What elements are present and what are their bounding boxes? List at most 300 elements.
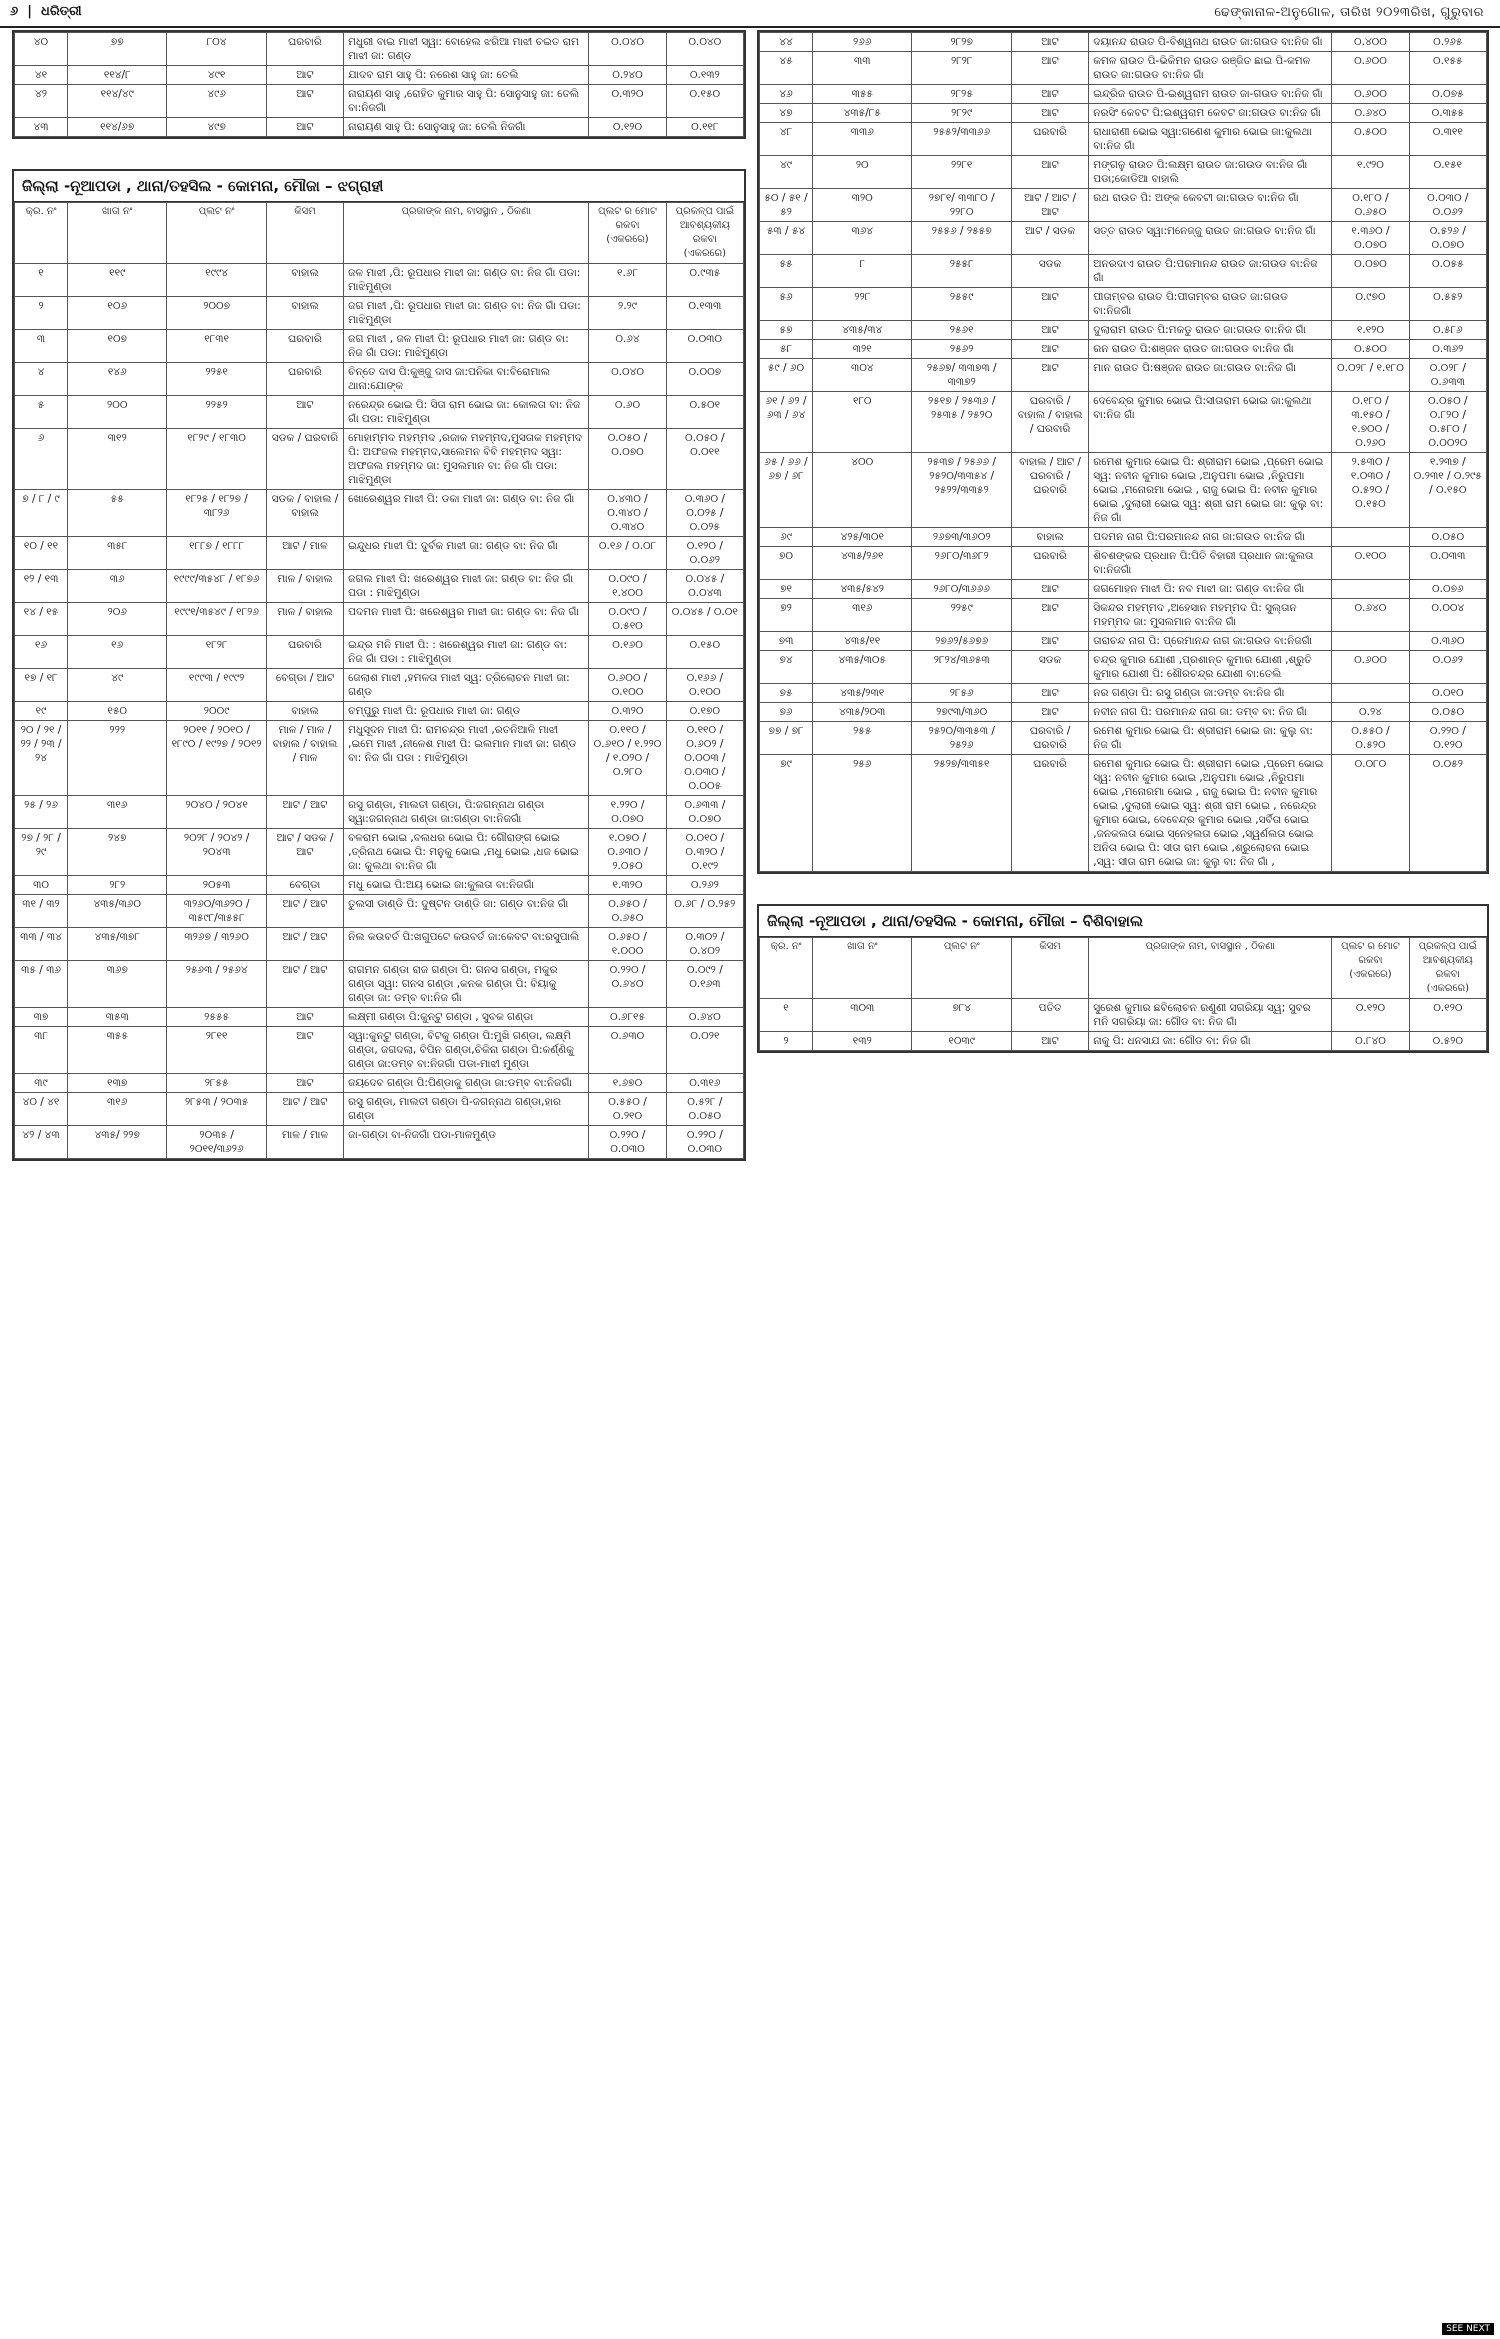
cell-kisam: ଆଟ / ଆଟ bbox=[266, 961, 343, 1008]
cell-total-area: ୨.୫୩୦ / ୧.୦୩୦ / ୦.୫୨୦ / ୦.୧୫୦ bbox=[1332, 453, 1409, 528]
cell-plot: ୩୨୬୦/୩୬୨୦ / ୩୫୯୮/୩୫୫୮ bbox=[167, 895, 266, 928]
col-acquired-area-header: ପ୍ରକଳ୍ପ ପାଇଁ ଆବଶ୍ୟକୀୟ ରକବା (ଏକରରେ) bbox=[666, 203, 743, 264]
cell-plot: ୨୫୬୧ bbox=[912, 321, 1011, 340]
land-table-4 bbox=[759, 937, 1487, 1051]
cell-acquired-area: ୧.୨୩୭ / ୦.୨୩୧ / ୦.୨୯୫ / ୦.୧୫୦ bbox=[1409, 453, 1486, 528]
cell-kisam: ମାଳ / ମାଳ / ବାହାଲ / ବାହାଲ / ମାଳ bbox=[266, 721, 343, 796]
cell-kisam: ଆଟ bbox=[1011, 340, 1088, 359]
table-row bbox=[15, 363, 744, 396]
cell-kisam: ସଡକ / ଘରବାରି bbox=[266, 429, 343, 490]
cell-khata: ୮ bbox=[813, 255, 912, 288]
cell-acquired-area: ୦.୫୫୨ bbox=[1409, 288, 1486, 321]
cell-plot: ୨୬୮୦/୩୬୬୬ bbox=[912, 580, 1011, 599]
cell-plot: ୩୨୬୭ / ୩୨୬୦ bbox=[167, 928, 266, 961]
cell-serial: ୨୫ / ୨୬ bbox=[15, 796, 68, 829]
table-row bbox=[15, 961, 744, 1008]
cell-owner: ଜଳ ମାଝୀ ,ପି: ରୂପଧାର ମାଝୀ ଜା: ଗଣ୍ଡ ବା: ନିଜ ଗାଁ ପଡା: ମାଝିମୁଣ୍ଡା bbox=[344, 264, 589, 297]
cell-owner: ଇନ୍ଦ୍ରିଜ ରାଉତ ପି-ଇଶ୍ୱରାମ ରାଉତ ଜା-ଗଉଡ ବା:ନିଜ ଗାଁ bbox=[1089, 85, 1332, 104]
cell-acquired-area: ୦.୦୪୫ / ୦.୦୧ bbox=[666, 603, 743, 636]
cell-total-area: ୦.୦୪୦ bbox=[589, 363, 666, 396]
cell-khata: ୩୨୧ bbox=[813, 340, 912, 359]
cell-total-area: ୦.୬୪୦ bbox=[1332, 104, 1409, 123]
cell-plot: ୨୫୩୭ / ୨୫୬୬ / ୨୫୨୦/୩୩୫୪ / ୨୫୨୨/୩୩୫୨ bbox=[912, 453, 1011, 528]
cell-serial: ୧୬ bbox=[15, 636, 68, 669]
cell-serial: ୪୧ bbox=[15, 66, 68, 85]
cell-khata: ୩୬ bbox=[68, 570, 167, 603]
cell-acquired-area: ୦.୦୪୫ / ୦.୦୪୩ bbox=[666, 570, 743, 603]
cell-serial: ୭୫ bbox=[760, 684, 813, 703]
cell-owner: ଜଗ ମାଝୀ ,ପି: ରୂପଧାର ମାଝୀ ଜା: ଗଣ୍ଡ ବା: ନିଜ ଗାଁ ପଡା: ମାଝିମୁଣ୍ଡା bbox=[344, 297, 589, 330]
col-kisam-header: କିସମ bbox=[266, 203, 343, 264]
cell-total-area: ୦.୫୦୦ bbox=[1332, 123, 1409, 156]
table-row bbox=[15, 118, 744, 137]
land-table-2-body bbox=[15, 264, 744, 1159]
table-row bbox=[760, 755, 1487, 872]
cell-serial: ୩୫ / ୩୬ bbox=[15, 961, 68, 1008]
cell-total-area: ୦.୧୬୦ bbox=[589, 636, 666, 669]
cell-owner: ରସୁ ଗଣ୍ଡା, ମାଲତୀ ଗଣ୍ଡା, ପି:ଜଗନ୍ନାଥ ଗଣ୍ଡା ସ୍ୱା:ଜଗନ୍ନାଥ ଗଣ୍ଡା ଜା:ଗଣ୍ଡା ବା:ନିଜଗାଁ bbox=[344, 796, 589, 829]
cell-acquired-area: ୦.୦୯୨ / ୦.୧୬୩ bbox=[666, 961, 743, 1008]
cell-serial: ୪୭ bbox=[760, 104, 813, 123]
cell-acquired-area: ୦.୫୦୧ bbox=[666, 396, 743, 429]
table-row bbox=[760, 189, 1487, 222]
cell-plot: ୧୯୯୩ / ୧୯୯୨ bbox=[167, 669, 266, 702]
table-row bbox=[760, 651, 1487, 684]
cell-khata: ୪୩୫/୧୧ bbox=[813, 632, 912, 651]
cell-plot: ୪୯୭ bbox=[167, 118, 266, 137]
cell-khata: ୩୬୪ bbox=[813, 222, 912, 255]
cell-khata: ୨୦୦ bbox=[68, 396, 167, 429]
cell-kisam: ଆଟ / ମାଳ bbox=[266, 537, 343, 570]
cell-serial: ୩୭ bbox=[15, 1008, 68, 1027]
cell-serial: ୭୧ bbox=[760, 580, 813, 599]
cell-kisam: ବାହାଲ bbox=[266, 702, 343, 721]
cell-khata: ୨୬୬ bbox=[813, 33, 912, 52]
cell-plot: ୨୮୨୪/୩୬୫୩ bbox=[912, 651, 1011, 684]
cell-acquired-area: ୦.୬୮ / ୦.୨୫୨ bbox=[666, 895, 743, 928]
col-total-area-header: ପ୍ଲଟ ର ମୋଟ ରକବା (ଏକରରେ) bbox=[1332, 938, 1409, 999]
table-row bbox=[15, 85, 744, 118]
cell-khata: ୨୪୭ bbox=[68, 829, 167, 876]
table-row bbox=[760, 340, 1487, 359]
table-row bbox=[760, 288, 1487, 321]
cell-owner: ରମେଶ କୁମାର ଭୋଇ ପି: ଶ୍ରୀରାମ ଭୋଇ ,ପ୍ରେମ ଭୋଇ ସ୍ୱ: ନବୀନ କୁମାର ଭୋଇ ,ଅନୁପମା ଭୋଇ ,ନିରୁପମା ଭୋଇ ,ମନୋରମା ଭୋଇ , ରାଜୁ ଭୋଇ ପି: ନବୀନ କୁମାର ଭୋଇ ,ଦୁଲାରୀ ଭୋଇ ସ୍ୱ: ଶ୍ରୀ ରାମ ଭୋଇ ଜା: କୁଲୁ ବା: ନିଜ ଗାଁ bbox=[1089, 453, 1332, 528]
cell-kisam: ଆଟ bbox=[1011, 359, 1088, 392]
cell-kisam: ମାଳ / ବାହାଲ bbox=[266, 603, 343, 636]
cell-total-area: ୦.୨୨୦ / ୦.୬୪୦ bbox=[589, 961, 666, 1008]
cell-kisam: ଆଟ bbox=[1011, 52, 1088, 85]
cell-plot: ୨୮୫୩ / ୨୦୩୫ bbox=[167, 1093, 266, 1126]
table-row bbox=[760, 222, 1487, 255]
cell-kisam: ବାହାଲ bbox=[1011, 528, 1088, 547]
cell-serial: ୧୭ / ୧୮ bbox=[15, 669, 68, 702]
table-row bbox=[15, 876, 744, 895]
cell-kisam: ପତିତ bbox=[1011, 999, 1088, 1032]
table-row bbox=[15, 636, 744, 669]
table-row bbox=[760, 453, 1487, 528]
cell-total-area: ୦.୬୫୦ / ୦.୬୫୦ bbox=[589, 895, 666, 928]
cell-owner: ସତ୍ତ ରାଉତ ସ୍ୱା:ମନେଜ୍ଜୁ ରାଉତ ଜା:ଗଉଡ ବା:ନିଜ ଗାଁ bbox=[1089, 222, 1332, 255]
cell-owner: ନାକୁ ପି: ଧନସାଯ ଜା: ଗୌଡ ବା: ନିଜ ଗାଁ bbox=[1089, 1032, 1332, 1051]
cell-khata: ୩୩୬ bbox=[813, 123, 912, 156]
cell-acquired-area: ୦.୦୩୦ bbox=[666, 330, 743, 363]
table-row bbox=[15, 66, 744, 85]
cell-acquired-area: ୦.୦୩୦ / ୦.୦୬୨ bbox=[1409, 189, 1486, 222]
cell-owner: ମାନ ରାଉତ ପି:ଷଞ୍ଜନ ରାଉତ ଜା:ଗଉଡ ବା:ନିଜ ଗାଁ bbox=[1089, 359, 1332, 392]
cell-khata: ୩୬୭ bbox=[68, 961, 167, 1008]
cell-total-area: ୦.୧୮୦ / ୦.୬୫୦ bbox=[1332, 189, 1409, 222]
cell-owner: ନରସିଂ କେବଟ ପି:ଇଶ୍ୱରାମ କେବଟ ଜା:ଗଉଡ ବା:ନିଜ ଗାଁ bbox=[1089, 104, 1332, 123]
cell-total-area: ୦.୪୩୦ / ୦.୩୪୦ / ୦.୩୪୦ bbox=[589, 490, 666, 537]
cell-acquired-area: ୦.୦୦୭ bbox=[666, 363, 743, 396]
masthead-left: ୬ | ଧରିତ୍ରୀ bbox=[10, 4, 82, 19]
mouza-heading-bishibahal: ଜିଲ୍ଲା -ନୂଆପଡା , ଥାନା/ତହସିଲ - କୋମନା, ମୌଜା – ବିଶିବାହାଲ bbox=[759, 906, 1487, 937]
cell-plot: ୨୦୦୭ bbox=[167, 297, 266, 330]
cell-acquired-area: ୦.୦୦୪ bbox=[1409, 599, 1486, 632]
cell-plot: ୪୯୧ bbox=[167, 66, 266, 85]
cell-serial: ୩୮ bbox=[15, 1027, 68, 1074]
cell-acquired-area: ୦.୬୪୦ bbox=[666, 1008, 743, 1027]
cell-plot: ୨୮୫୫ bbox=[167, 1074, 266, 1093]
cell-kisam: ଆଟ bbox=[1011, 104, 1088, 123]
cell-acquired-area: ୦.୧୩୩ bbox=[666, 297, 743, 330]
cell-acquired-area: ୦.୦୭୬ bbox=[1409, 580, 1486, 599]
cell-owner: ଚନ୍ଦ୍ର କୁମାର ଯୋଶୀ ,ପ୍ରଶାନ୍ତ କୁମାର ଯୋଶୀ ,ଶ୍ରୁତି କୁମାର ଯୋଶୀ ପି: ଶୌରଚନ୍ଦ୍ର ଯୋଶୀ ବା:ତେଲି bbox=[1089, 651, 1332, 684]
cell-plot: ୨୮୨୭ bbox=[912, 33, 1011, 52]
table-row bbox=[15, 1093, 744, 1126]
cell-owner: ମଧୁରୀ ବାଇ ମାଝୀ ସ୍ୱା: ବୋହେଲ ଝରିଆ ମାଝୀ ଚଇତ ରାମ ମାଝୀ ଜା: ଗଣ୍ଡ bbox=[344, 33, 589, 66]
cell-serial: ୩୧ / ୩୨ bbox=[15, 895, 68, 928]
col-plot-header: ପ୍ଲଟ ନଂ bbox=[167, 203, 266, 264]
cell-acquired-area: ୦.୨୬୫ bbox=[1409, 33, 1486, 52]
cell-owner: ନରେନ୍ଦ୍ର ଭୋଇ ପି: ସିତା ରାମ ଭୋଇ ଜା: କୋଲତା ବା: ନିଜ ଗାଁ ପଡା: ମାଝିମୁଣ୍ଡା bbox=[344, 396, 589, 429]
cell-plot: ୨୫୬୭/ ୩୩୭୩ / ୩୩୭୨ bbox=[912, 359, 1011, 392]
cell-khata: ୭୭ bbox=[68, 33, 167, 66]
cell-serial: ୩୩ / ୩୪ bbox=[15, 928, 68, 961]
cell-khata: ୧୧୪/୬୭ bbox=[68, 118, 167, 137]
cell-khata: ୪୦୦ bbox=[813, 453, 912, 528]
masthead bbox=[0, 0, 1500, 28]
cell-total-area: ୦.୬୪୦ bbox=[1332, 599, 1409, 632]
cell-plot: ୭୮୪ bbox=[912, 999, 1011, 1032]
table-row bbox=[760, 392, 1487, 453]
table-row bbox=[760, 156, 1487, 189]
newspaper-name: ଧରିତ୍ରୀ bbox=[41, 4, 82, 19]
cell-plot: ୨୮୨୮ bbox=[912, 52, 1011, 85]
cell-total-area: ୦.୨୪ bbox=[1332, 703, 1409, 722]
cell-total-area: ୦.୧୦୦ bbox=[1332, 547, 1409, 580]
cell-owner: ନାରାୟଣ ସାହୁ ପି: ସୋନୁସାହୁ ଜା: ତେଲି ନିଜଗାଁ bbox=[344, 118, 589, 137]
cell-serial: ୪୫ bbox=[760, 52, 813, 85]
cell-plot: ୨୬୭୩/୩୬୦୨ bbox=[912, 528, 1011, 547]
table-row bbox=[15, 429, 744, 490]
cell-kisam: ଆଟ bbox=[1011, 1032, 1088, 1051]
cell-plot: ୨୭୮୧/ ୩୩୮୦ / ୨୨୮୦ bbox=[912, 189, 1011, 222]
cell-acquired-area: ୦.୨୬୨ bbox=[666, 876, 743, 895]
cell-kisam: ଆଟ bbox=[1011, 33, 1088, 52]
cell-khata: ୩୩ bbox=[813, 52, 912, 85]
table-row bbox=[760, 52, 1487, 85]
table-row bbox=[15, 796, 744, 829]
cell-serial: ୧୯ bbox=[15, 702, 68, 721]
cell-plot: ୨୨୫୨ bbox=[167, 396, 266, 429]
cell-serial: ୪୪ bbox=[760, 33, 813, 52]
cell-acquired-area: ୦.୫୨୦ bbox=[1409, 1032, 1486, 1051]
cell-khata: ୩୫୮ bbox=[68, 537, 167, 570]
cell-total-area: ୦.୧୧୦ / ୦.୬୧୦ / ୧.୨୨୦ / ୧.୦୨୦ / ୦.୨୮୦ bbox=[589, 721, 666, 796]
cell-serial: ୬୫ / ୬୬ / ୬୭ / ୬୮ bbox=[760, 453, 813, 528]
cell-total-area: ୦.୩୨୦ bbox=[589, 702, 666, 721]
cell-total-area: ୧.୯୨୦ bbox=[1332, 156, 1409, 189]
cell-serial: ୧ bbox=[15, 264, 68, 297]
cell-serial: ୨୦ / ୨୧ / ୨୨ / ୨୩ / ୨୪ bbox=[15, 721, 68, 796]
cell-kisam: ଆଟ bbox=[1011, 632, 1088, 651]
cell-total-area: ୦.୫୫୦ / ୦.୫୨୦ bbox=[1332, 722, 1409, 755]
cell-acquired-area: ୦.୧୫୦ bbox=[666, 636, 743, 669]
table-row bbox=[760, 123, 1487, 156]
cell-acquired-area: ୦.୧୨୦ / ୦.୦୬୨ bbox=[666, 537, 743, 570]
cell-total-area: ୧.୨୨୦ / ୦.୦୭୦ bbox=[589, 796, 666, 829]
cell-plot: ୨୮୫୬ bbox=[912, 684, 1011, 703]
cell-owner: ବଳରାମ ଭୋଇ ,ବଲଧର ଭୋଇ ପି: ଗୌରାଙ୍ଗ ଭୋଇ ,ତ୍ରିନାଥ ଭୋଇ ପି: ମନୁକୁ ଭୋଇ ,ମଧୁ ଭୋଇ ,ଧଜ ଭୋଇ ଜା: କୁଲଥା ବା:ନିଜ ଗାଁ bbox=[344, 829, 589, 876]
cell-kisam: ଆଟ bbox=[1011, 85, 1088, 104]
cell-serial: ୫୭ bbox=[760, 321, 813, 340]
table-row bbox=[760, 528, 1487, 547]
cell-owner: କମଳ ରାଉତ ପି-ଭିକିମନ ରାଉତ ରଞ୍ଜିତ ଛାଇ ପି-କମଳ ରାଉତ ଜା:ଗଉଡ ବା:ନିଜ ଗାଁ bbox=[1089, 52, 1332, 85]
cell-plot: ୨୨୮୧ bbox=[912, 156, 1011, 189]
cell-serial: ୪୮ bbox=[760, 123, 813, 156]
cell-total-area: ୦.୦୭୦ bbox=[1332, 255, 1409, 288]
table-row bbox=[760, 104, 1487, 123]
cell-total-area: ୦.୬୦୦ / ୦.୧୦୦ bbox=[589, 669, 666, 702]
table-row bbox=[15, 330, 744, 363]
cell-serial: ୫୮ bbox=[760, 340, 813, 359]
cell-acquired-area: ୦.୧୫୧ bbox=[1409, 156, 1486, 189]
cell-kisam: ଆଟ / ଆଟ bbox=[266, 895, 343, 928]
cell-total-area: ୦.୦୪୦ bbox=[589, 33, 666, 66]
cell-owner: ନର ଗଣ୍ଡା ପି: ରସୁ ଗଣ୍ଡା ଜା:ଡମ୍ବ ବା:ନିଜ ଗାଁ bbox=[1089, 684, 1332, 703]
cell-kisam: ମାଳ / ବାହାଲ bbox=[266, 570, 343, 603]
cell-khata: ୩୫୫ bbox=[813, 85, 912, 104]
cell-total-area: ୨.୨୯ bbox=[589, 297, 666, 330]
cell-owner: ଜେଲାଶ ମାଝୀ ,ହମଳତା ମାଝୀ ସ୍ୱ: ତ୍ରିଲୋଚନ ମାଝୀ ଜା: ଗଣ୍ଡ bbox=[344, 669, 589, 702]
col-total-area-header: ପ୍ଲଟ ର ମୋଟ ରକବା (ଏକରରେ) bbox=[589, 203, 666, 264]
cell-total-area: ୦.୧୬ / ୦.୦୮ bbox=[589, 537, 666, 570]
cell-owner: ସ୍ୱା:କୁନ୍ଟୁ ଗଣ୍ଡା, ବିଟକୁ ଗଣ୍ଡା ପି:ମୁଖି ଗଣ୍ଡା, ଲକ୍ଷ୍ମି ଗଣ୍ଡା, ଜଗଦଲା, ବିପିନ ଗଣ୍ଡା,ଚିକିନା ଗଣ୍ଡା ପି:କର୍ଣ୍ଣିକୁ ଗଣ୍ଡା ଜା:ଡମ୍ବ ବା:ନିଜଗାଁ ପଡା-ମାଝୀ ମୁଣ୍ଡା bbox=[344, 1027, 589, 1074]
cell-total-area: ୦.୬୪ bbox=[589, 330, 666, 363]
cell-acquired-area: ୦.୧୧୦ / ୦.୬୦୨ / ୦.୦୦୩ / ୦.୦୩୦ / ୦.୦୦୫ bbox=[666, 721, 743, 796]
cell-khata: ୪୩୫/୮୫ bbox=[813, 104, 912, 123]
table-row bbox=[760, 255, 1487, 288]
cell-serial: ୩୦ bbox=[15, 876, 68, 895]
cell-serial: ୬୧ / ୬୨ / ୬୩ / ୬୪ bbox=[760, 392, 813, 453]
table-header-row bbox=[15, 203, 744, 264]
cell-plot: ୨୨୫୧ bbox=[167, 363, 266, 396]
cell-acquired-area: ୦.୦୫୦ bbox=[1409, 703, 1486, 722]
cell-khata: ୪୩୫/୩୭୮ bbox=[68, 928, 167, 961]
cell-plot: ୨୮୨୯ bbox=[912, 104, 1011, 123]
cell-serial: ୧ bbox=[760, 999, 813, 1032]
cell-total-area: ୦.୧୨୦ bbox=[1332, 999, 1409, 1032]
cell-khata: ୨୫୫ bbox=[813, 722, 912, 755]
table-row bbox=[760, 703, 1487, 722]
cell-serial: ୩ bbox=[15, 330, 68, 363]
cell-khata: ୧୧୪/୮ bbox=[68, 66, 167, 85]
cell-acquired-area: ୦.୩୦୨ / ୦.୪୦୨ bbox=[666, 928, 743, 961]
cell-plot: ୨୦୧୧ / ୨୦୧୦ / ୧୮୯୦ / ୧୯୨୭ / ୨୦୧୨ bbox=[167, 721, 266, 796]
cell-kisam: ଆଟ bbox=[1011, 684, 1088, 703]
cell-serial: ୫୬ bbox=[760, 288, 813, 321]
cell-total-area: ୦.୮୪୦ bbox=[1332, 1032, 1409, 1051]
cell-acquired-area: ୦.୫୨୬ / ୦.୦୭୦ bbox=[1409, 222, 1486, 255]
table-row bbox=[15, 829, 744, 876]
cell-plot: ୨୫୬୩ / ୨୫୬୪ bbox=[167, 961, 266, 1008]
cell-acquired-area: ୦.୦୪୦ bbox=[666, 33, 743, 66]
cell-total-area: ୦.୧୮୦ / ୩.୧୫୦ / ୧.୭୦୦ / ୦.୨୬୦ bbox=[1332, 392, 1409, 453]
cell-plot: ୧୯୯୧/୩୫୪୯ / ୧୮୨୬ bbox=[167, 603, 266, 636]
cell-total-area: ୦.୦୫୦ / ୦.୦୭୦ bbox=[589, 429, 666, 490]
cell-owner: ଜଗମୋହନ ମାଝୀ ପି: ନବ ମାଝୀ ଜା: ଗଣ୍ଡ ବା:ନିଜ ଗାଁ bbox=[1089, 580, 1332, 599]
cell-owner: ଦୁଲାରାମ ରାଉତ ପି:ମକଡୁ ରାଉତ ଜା:ଗଉଡ ବା:ନିଜ ଗାଁ bbox=[1089, 321, 1332, 340]
table-row bbox=[15, 1074, 744, 1093]
cell-khata: ୩୨୦ bbox=[813, 189, 912, 222]
cell-owner: ଜଗ ମାଝୀ , ଜଳ ମାଝୀ ପି: ରୂପଧାର ମାଝୀ ଜା: ଗଣ୍ଡ ବା: ନିଜ ଗାଁ ପଡା: ମାଝିମୁଣ୍ଡା bbox=[344, 330, 589, 363]
cell-kisam: ବାହାଲ bbox=[266, 264, 343, 297]
cell-acquired-area: ୦.୩୬୦ / ୦.୦୨୫ / ୦.୦୨୫ bbox=[666, 490, 743, 537]
cell-owner: ଶିବଶଙ୍କର ପ୍ରଧାନ ପି:ପିତି ବିହାରୀ ପ୍ରଧାନ ଜା:କୁଲତା ବା:ନିଜଗାଁ bbox=[1089, 547, 1332, 580]
see-next-label: SEE NEXT bbox=[1442, 2323, 1494, 2335]
cell-serial: ୪୦ bbox=[15, 33, 68, 66]
cell-khata: ୨୨୮ bbox=[813, 288, 912, 321]
cell-owner: ଲକ୍ଷ୍ମୀ ଗଣ୍ଡା ପି:କୁନ୍ଟୁ ଗଣ୍ଡା , ସୁବକ ଗଣ୍ଡା bbox=[344, 1008, 589, 1027]
cell-owner: ପଦମନ ମାଝୀ ପି: ଖରେଶ୍ୱର ମାଝୀ ଜା: ଗଣ୍ଡ ବା: ନିଜ ଗାଁ bbox=[344, 603, 589, 636]
cell-total-area: ୦.୬୫୦ / ୧.୦୦୦ bbox=[589, 928, 666, 961]
cell-serial: ୪୨ bbox=[15, 85, 68, 118]
cell-acquired-area: ୦.୦୫୫ bbox=[1409, 255, 1486, 288]
table-row bbox=[15, 702, 744, 721]
cell-serial: ୪୬ bbox=[760, 85, 813, 104]
cell-acquired-area: ୦.୧୫୫ bbox=[1409, 52, 1486, 85]
cell-acquired-area: ୦.୦୫୦ / ୦.୮୨୦ / ୦.୫୮୦ / ୦.୦୦୨୦ bbox=[1409, 392, 1486, 453]
cell-total-area: ୦.୧୨୦ bbox=[589, 118, 666, 137]
cell-total-area: ୦.୫୦୦ bbox=[1332, 340, 1409, 359]
cell-total-area: ୧.୩୨୦ bbox=[589, 876, 666, 895]
cell-owner: ମୋହାମ୍ମଦ ମହମ୍ମଦ ,ରଜାକ ମହମ୍ମଦ,ମୁସତାକ ମହମ୍ମଦ ପି: ଅଫଜଲ ମହମ୍ମଦ,ସାଲେମନ ବିବି ମହମ୍ମଦ ସ୍ୱା: ଅଫଜଲ ମହମ୍ମଦ ଜା: ମୁସଲମାନ ବା: ନିଜ ଗାଁ ପଡା: ମାଝିମୁଣ୍ଡା bbox=[344, 429, 589, 490]
cell-acquired-area: ୦.୨୨୦ / ୦.୦୩୦ bbox=[666, 1126, 743, 1159]
notice-block-2 bbox=[12, 169, 746, 1161]
table-row bbox=[15, 1126, 744, 1159]
cell-khata: ୧୬ bbox=[68, 636, 167, 669]
cell-owner: ଦୟାନନ୍ଦ ରାଉତ ପି-ବିଶ୍ୱନାଥ ରାଉତ ଜା:ଗଉଡ ବା:ନିଜ ଗାଁ bbox=[1089, 33, 1332, 52]
cell-serial: ୭୯ bbox=[760, 755, 813, 872]
page-number: ୬ bbox=[10, 4, 19, 19]
cell-serial: ୭୨ bbox=[760, 599, 813, 632]
cell-owner: ନବୀନ ନାଗ ପି: ପରମାନନ୍ଦ ନାଗ ଜା: ଡମ୍ବ ବା: ନିଜ ଗାଁ bbox=[1089, 703, 1332, 722]
table-row bbox=[760, 684, 1487, 703]
cell-khata: ୪୩୫/୨୩୧ bbox=[813, 684, 912, 703]
cell-plot: ୨୮୧୧ bbox=[167, 1027, 266, 1074]
land-table-3 bbox=[759, 32, 1487, 872]
land-table-1 bbox=[14, 32, 744, 137]
cell-kisam: ଆଟ bbox=[1011, 599, 1088, 632]
cell-acquired-area: ୦.୦୫୦ / ୦.୦୧୧ bbox=[666, 429, 743, 490]
table-row bbox=[15, 721, 744, 796]
cell-acquired-area: ୦.୧୨୦ bbox=[1409, 999, 1486, 1032]
cell-acquired-area: ୦.୯୩୫ bbox=[666, 264, 743, 297]
table-row bbox=[15, 264, 744, 297]
col-sl-header: କ୍ର. ନଂ bbox=[760, 938, 813, 999]
cell-khata: ୧୩୨ bbox=[813, 1032, 912, 1051]
cell-owner: ସିକନ୍ଦର ମହମ୍ମଦ ,ଅହେସାନ ମହମ୍ମଦ ପି: ସୁଲ୍ତାନ ମହମ୍ମଦ ଜା: ମୁସଲମାନ ବା:ନିଜ ଗାଁ bbox=[1089, 599, 1332, 632]
table-row bbox=[15, 490, 744, 537]
cell-kisam: ଘରବାରି bbox=[1011, 755, 1088, 872]
cell-khata: ୧୧୪/୪୯ bbox=[68, 85, 167, 118]
cell-kisam: ଆଟ / ସଡକ / ଆଟ bbox=[266, 829, 343, 876]
col-owner-header: ପ୍ରଜାଙ୍କ ନାମ, ବାସସ୍ଥାନ , ଠିକଣା bbox=[1089, 938, 1332, 999]
cell-total-area bbox=[1332, 632, 1409, 651]
left-column bbox=[12, 30, 746, 1191]
cell-kisam: ଘରବାରି / ବାହାଲ / ବାହାଲ / ଘରବାରି bbox=[1011, 392, 1088, 453]
land-table-1-body bbox=[15, 33, 744, 137]
cell-serial: ୭୩ bbox=[760, 632, 813, 651]
cell-kisam: ଆଟ bbox=[1011, 321, 1088, 340]
cell-acquired-area: ୦.୩୬୦ bbox=[1409, 632, 1486, 651]
cell-khata: ୪୩୫/୩୪ bbox=[813, 321, 912, 340]
cell-khata: ୩୦୩ bbox=[813, 999, 912, 1032]
cell-kisam: ଆଟ bbox=[1011, 156, 1088, 189]
cell-serial: ୩୯ bbox=[15, 1074, 68, 1093]
cell-acquired-area: ୦.୨୨୦ / ୦.୧୨୦ bbox=[1409, 722, 1486, 755]
cell-plot: ୧୮୨୫ / ୧୮୨୭ / ୩୮୨୬ bbox=[167, 490, 266, 537]
cell-serial: ୧୨ / ୧୩ bbox=[15, 570, 68, 603]
cell-plot: ୨୫୬୨ bbox=[912, 340, 1011, 359]
cell-khata: ୧୪୬ bbox=[68, 363, 167, 396]
cell-kisam: ଆଟ / ସଡକ bbox=[1011, 222, 1088, 255]
cell-acquired-area: ୦.୩୧୬ bbox=[666, 1074, 743, 1093]
notice-block-1 bbox=[12, 30, 746, 139]
cell-acquired-area: ୦.୫୨୮ / ୦.୦୫୦ bbox=[666, 1093, 743, 1126]
cell-serial: ୪୩ bbox=[15, 118, 68, 137]
cell-total-area: ୦.୪୦୦ bbox=[1332, 33, 1409, 52]
cell-kisam: ଆଟ bbox=[266, 66, 343, 85]
table-row bbox=[760, 321, 1487, 340]
cell-plot: ୪୯୬ bbox=[167, 85, 266, 118]
cell-serial: ୫୯ / ୬୦ bbox=[760, 359, 813, 392]
table-row bbox=[15, 895, 744, 928]
cell-acquired-area: ୦.୦୫୨ bbox=[1409, 755, 1486, 872]
cell-serial: ୫ bbox=[15, 396, 68, 429]
table-row bbox=[760, 580, 1487, 599]
cell-total-area bbox=[1332, 580, 1409, 599]
cell-kisam: ଘରବାରି bbox=[266, 33, 343, 66]
table-row bbox=[760, 599, 1487, 632]
table-row bbox=[15, 928, 744, 961]
cell-kisam: ବାହାଲ bbox=[266, 297, 343, 330]
cell-plot: ୨୭୬୨/୫୬୭୬ bbox=[912, 632, 1011, 651]
cell-khata: ୪୩୫/୩୬୦ bbox=[68, 895, 167, 928]
cell-owner: ଖୋରେଶ୍ୱର ମାଝୀ ପି: ଡକା ମାଝୀ ଜା: ଗଣ୍ଡ ବା: ନିଜ ଗାଁ bbox=[344, 490, 589, 537]
cell-khata: ୪୩୫/୩୦୫ bbox=[813, 651, 912, 684]
cell-owner: ତୁଲସୀ ଡାଣ୍ଡି ପି: ଦୁଷ୍ଟନ ଡାଣ୍ଡି ଜା: ଗଣ୍ଡ ବା:ନିଜ ଗାଁ bbox=[344, 895, 589, 928]
cell-total-area: ୦.୫୫୦ / ୦.୨୧୦ bbox=[589, 1093, 666, 1126]
cell-plot: ୨୫୫୬ / ୨୫୫୭ bbox=[912, 222, 1011, 255]
cell-serial: ୫୩ / ୫୪ bbox=[760, 222, 813, 255]
col-sl-header: କ୍ର. ନଂ bbox=[15, 203, 68, 264]
right-column bbox=[757, 30, 1489, 1083]
cell-acquired-area: ୦.୦୨୧ bbox=[666, 1027, 743, 1074]
col-plot-header: ପ୍ଲଟ ନଂ bbox=[912, 938, 1011, 999]
notice-block-3 bbox=[757, 30, 1489, 874]
